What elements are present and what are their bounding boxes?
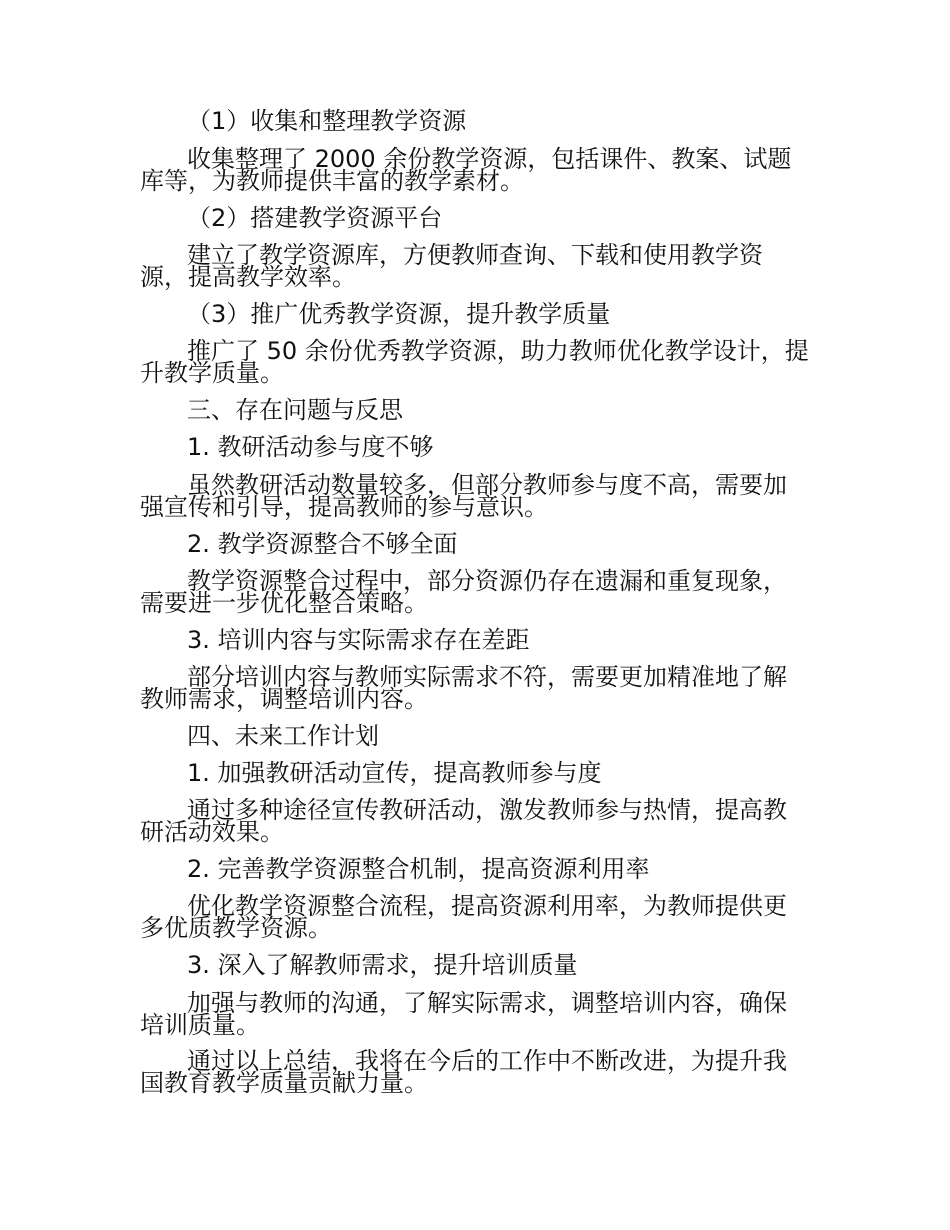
paragraph-promote-resources: 推广了 50 余份优秀教学资源，助力教师优化教学设计，提升教学质量。	[140, 337, 809, 387]
paragraph-build-platform: 建立了教学资源库，方便教师查询、下载和使用教学资源，提高教学效率。	[140, 241, 763, 291]
subheading-improve-mechanism: 2. 完善教学资源整合机制，提高资源利用率	[187, 855, 650, 883]
paragraph-promote-activities: 通过多种途径宣传教研活动，激发教师参与热情，提高教研活动效果。	[140, 796, 787, 846]
subheading-understand-needs: 3. 深入了解教师需求，提升培训质量	[187, 951, 578, 979]
paragraph-collect-resources: 收集整理了 2000 余份教学资源，包括课件、教案、试题库等，为教师提供丰富的教学素材。	[140, 145, 792, 195]
paragraph-participation: 虽然教研活动数量较多，但部分教师参与度不高，需要加强宣传和引导，提高教师的参与意识。	[140, 471, 787, 521]
paragraph-understand-needs: 加强与教师的沟通，了解实际需求，调整培训内容，确保培训质量。	[140, 989, 787, 1039]
paragraph-improve-mechanism: 优化教学资源整合流程，提高资源利用率，为教师提供更多优质教学资源。	[140, 892, 787, 942]
subheading-promote-resources: （3）推广优秀教学资源，提升教学质量	[187, 300, 611, 328]
subheading-training-gap: 3. 培训内容与实际需求存在差距	[187, 626, 530, 654]
subheading-promote-activities: 1. 加强教研活动宣传，提高教师参与度	[187, 759, 602, 787]
subheading-collect-resources: （1）收集和整理教学资源	[187, 107, 467, 135]
paragraph-resource-integration: 教学资源整合过程中，部分资源仍存在遗漏和重复现象，需要进一步优化整合策略。	[140, 567, 787, 617]
section-heading-problems: 三、存在问题与反思	[187, 396, 403, 424]
subheading-build-platform: （2）搭建教学资源平台	[187, 204, 443, 232]
section-heading-future-plan: 四、未来工作计划	[187, 722, 379, 750]
subheading-participation: 1. 教研活动参与度不够	[187, 433, 434, 461]
paragraph-training-gap: 部分培训内容与教师实际需求不符，需要更加精准地了解教师需求，调整培训内容。	[140, 663, 787, 713]
subheading-resource-integration: 2. 教学资源整合不够全面	[187, 530, 458, 558]
paragraph-conclusion: 通过以上总结，我将在今后的工作中不断改进，为提升我国教育教学质量贡献力量。	[140, 1047, 787, 1097]
